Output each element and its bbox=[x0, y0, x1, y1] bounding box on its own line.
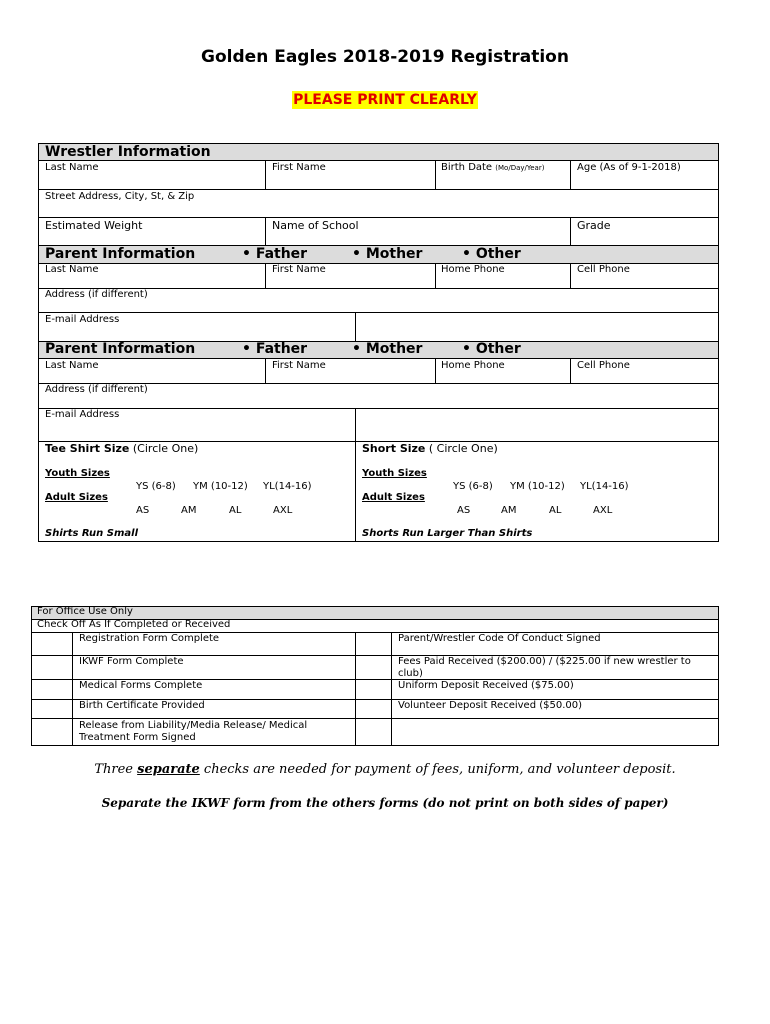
parent2-email-field[interactable] bbox=[356, 409, 718, 440]
wrestler-section-title: Wrestler Information bbox=[45, 144, 211, 160]
wrestler-weight-label: Estimated Weight bbox=[45, 219, 143, 232]
tee-size-as[interactable]: AS bbox=[136, 505, 150, 516]
tee-size-am[interactable]: AM bbox=[181, 505, 197, 516]
office-check-right-3[interactable] bbox=[356, 680, 391, 699]
tee-size-hint: (Circle One) bbox=[129, 442, 199, 455]
wrestler-school-field[interactable] bbox=[266, 232, 569, 244]
office-use-subtitle: Check Off As If Completed or Received bbox=[37, 619, 231, 630]
wrestler-street-field[interactable] bbox=[39, 204, 718, 217]
wrestler-last-name-label: Last Name bbox=[45, 162, 99, 173]
office-check-left-2[interactable] bbox=[32, 656, 72, 679]
office-item-medical-forms: Medical Forms Complete bbox=[79, 680, 203, 691]
parent1-first-name-label: First Name bbox=[272, 264, 326, 275]
wrestler-birth-date-label bbox=[441, 162, 544, 173]
parent2-last-name-label: Last Name bbox=[45, 360, 99, 371]
office-item-fees-paid: Fees Paid Received ($200.00) / ($225.00 if new wrestler to club) bbox=[398, 656, 691, 679]
parent2-cell-phone-label: Cell Phone bbox=[577, 360, 630, 371]
office-check-left-1[interactable] bbox=[32, 633, 72, 655]
office-use-header bbox=[32, 607, 718, 619]
short-size-title: Short Size bbox=[362, 442, 426, 455]
office-item-ikwf-form: IKWF Form Complete bbox=[79, 656, 184, 667]
parent2-address-field[interactable] bbox=[39, 396, 718, 407]
parent1-father-option[interactable]: • Father bbox=[242, 246, 308, 262]
note1-emphasis: separate bbox=[137, 762, 200, 777]
separate-checks-note bbox=[0, 762, 770, 777]
separate-ikwf-form-note: Separate the IKWF form from the others forms (do not print on both sides of paper) bbox=[101, 796, 669, 810]
parent1-address-field[interactable] bbox=[39, 301, 718, 312]
short-size-ys[interactable]: YS (6-8) bbox=[453, 481, 493, 492]
wrestler-first-name-field[interactable] bbox=[266, 175, 434, 189]
short-adult-sizes-label: Adult Sizes bbox=[362, 492, 425, 503]
parent1-email-label: E-mail Address bbox=[45, 314, 120, 325]
birth-date-text: Birth Date bbox=[441, 162, 493, 173]
shirts-run-small-note: Shirts Run Small bbox=[45, 528, 138, 539]
short-size-al[interactable]: AL bbox=[549, 505, 562, 516]
tee-size-heading bbox=[45, 442, 198, 455]
wrestler-weight-field[interactable] bbox=[39, 232, 264, 244]
wrestler-birth-date-field[interactable] bbox=[436, 175, 569, 189]
parent1-email-field[interactable] bbox=[356, 313, 718, 340]
birth-date-format: (Mo/Day/Year) bbox=[495, 164, 545, 172]
parent1-home-phone-field[interactable] bbox=[436, 276, 569, 287]
parent1-cell-phone-field[interactable] bbox=[571, 276, 718, 287]
office-item-birth-certificate: Birth Certificate Provided bbox=[79, 700, 205, 711]
short-size-am[interactable]: AM bbox=[501, 505, 517, 516]
office-check-left-4[interactable] bbox=[32, 700, 72, 718]
office-check-left-3[interactable] bbox=[32, 680, 72, 699]
parent2-first-name-field[interactable] bbox=[266, 372, 434, 382]
short-size-yl[interactable]: YL(14-16) bbox=[580, 481, 629, 492]
short-size-as[interactable]: AS bbox=[457, 505, 471, 516]
wrestler-grade-label: Grade bbox=[577, 219, 611, 232]
parent2-cell-phone-field[interactable] bbox=[571, 372, 718, 382]
short-size-axl[interactable]: AXL bbox=[593, 505, 613, 516]
wrestler-first-name-label: First Name bbox=[272, 162, 326, 173]
office-check-right-1[interactable] bbox=[356, 633, 391, 655]
office-item-registration-form: Registration Form Complete bbox=[79, 633, 220, 644]
wrestler-grade-field[interactable] bbox=[571, 232, 718, 244]
parent2-mother-option[interactable]: • Mother bbox=[352, 341, 423, 357]
tee-size-axl[interactable]: AXL bbox=[273, 505, 293, 516]
parent1-other-option[interactable]: • Other bbox=[462, 246, 521, 262]
tee-size-ys[interactable]: YS (6-8) bbox=[136, 481, 176, 492]
parent1-first-name-field[interactable] bbox=[266, 276, 434, 287]
office-check-right-2[interactable] bbox=[356, 656, 391, 679]
parent2-last-name-field[interactable] bbox=[39, 372, 264, 382]
parent2-father-option[interactable]: • Father bbox=[242, 341, 308, 357]
office-check-left-5[interactable] bbox=[32, 719, 72, 745]
tee-youth-sizes-label: Youth Sizes bbox=[45, 468, 110, 479]
print-clearly-banner-wrap bbox=[0, 89, 770, 109]
tee-size-title: Tee Shirt Size bbox=[45, 442, 130, 455]
office-use-title: For Office Use Only bbox=[37, 606, 133, 617]
parent1-last-name-label: Last Name bbox=[45, 264, 99, 275]
tee-adult-sizes-label: Adult Sizes bbox=[45, 492, 108, 503]
wrestler-last-name-field[interactable] bbox=[39, 175, 264, 189]
office-item-uniform-deposit: Uniform Deposit Received ($75.00) bbox=[398, 680, 574, 691]
form-title: Golden Eagles 2018-2019 Registration bbox=[201, 47, 569, 67]
parent1-section-title: Parent Information bbox=[45, 246, 196, 262]
short-youth-sizes-label: Youth Sizes bbox=[362, 468, 427, 479]
wrestler-school-label: Name of School bbox=[272, 219, 359, 232]
parent2-first-name-label: First Name bbox=[272, 360, 326, 371]
short-size-hint: ( Circle One) bbox=[425, 442, 498, 455]
tee-size-yl[interactable]: YL(14-16) bbox=[263, 481, 312, 492]
wrestler-age-label: Age (As of 9-1-2018) bbox=[577, 162, 681, 173]
print-clearly-banner: PLEASE PRINT CLEARLY bbox=[293, 92, 477, 108]
tee-size-ym[interactable]: YM (10-12) bbox=[193, 481, 248, 492]
parent1-last-name-field[interactable] bbox=[39, 276, 264, 287]
tee-size-al[interactable]: AL bbox=[229, 505, 242, 516]
parent2-other-option[interactable]: • Other bbox=[462, 341, 521, 357]
shorts-run-larger-note: Shorts Run Larger Than Shirts bbox=[362, 528, 533, 539]
parent1-mother-option[interactable]: • Mother bbox=[352, 246, 423, 262]
parent2-email-label: E-mail Address bbox=[45, 409, 120, 420]
note1-post: checks are needed for payment of fees, uniform, and volunteer deposit. bbox=[199, 762, 676, 777]
parent2-home-phone-label: Home Phone bbox=[441, 360, 505, 371]
parent2-address-label: Address (if different) bbox=[45, 384, 148, 395]
wrestler-street-label: Street Address, City, St, & Zip bbox=[45, 191, 195, 202]
parent1-cell-phone-label: Cell Phone bbox=[577, 264, 630, 275]
wrestler-age-field[interactable] bbox=[571, 175, 718, 189]
office-item-release-form: Release from Liability/Media Release/ Medical Treatment Form Signed bbox=[79, 720, 308, 743]
parent1-address-label: Address (if different) bbox=[45, 289, 148, 300]
note1-pre: Three bbox=[94, 762, 138, 777]
parent2-section-title: Parent Information bbox=[45, 341, 196, 357]
parent1-home-phone-label: Home Phone bbox=[441, 264, 505, 275]
office-check-right-5[interactable] bbox=[356, 719, 391, 745]
office-check-right-4[interactable] bbox=[356, 700, 391, 718]
short-size-ym[interactable]: YM (10-12) bbox=[510, 481, 565, 492]
office-item-volunteer-deposit: Volunteer Deposit Received ($50.00) bbox=[398, 700, 583, 711]
short-size-heading bbox=[362, 442, 498, 455]
office-item-code-of-conduct: Parent/Wrestler Code Of Conduct Signed bbox=[398, 633, 601, 644]
parent2-home-phone-field[interactable] bbox=[436, 372, 569, 382]
